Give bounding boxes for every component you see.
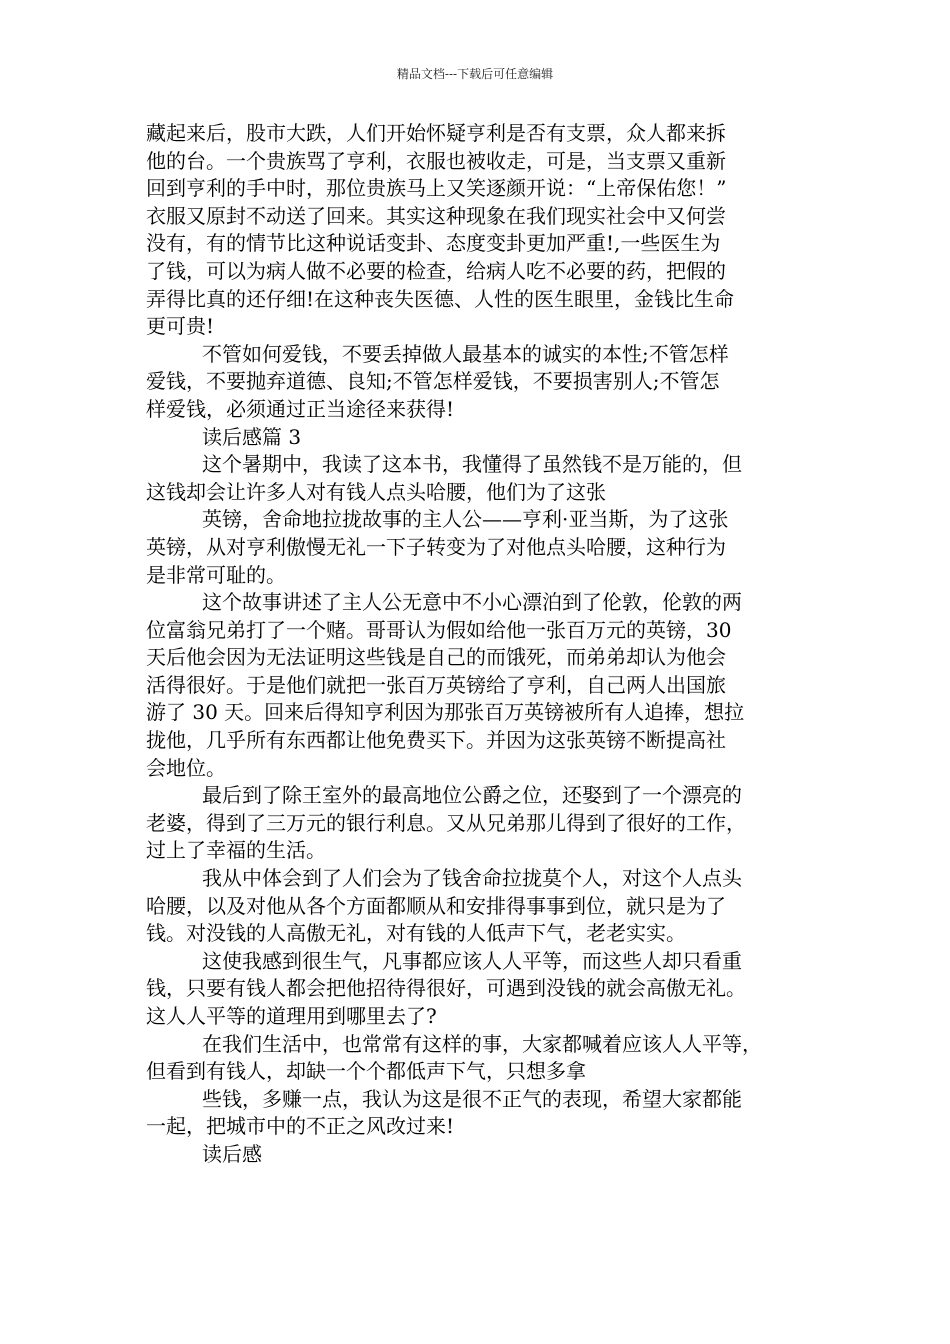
text-line: 样爱钱，必须通过正当途径来获得! <box>146 396 455 421</box>
text-line: 没有，有的情节比这种说话变卦、态度变卦更加严重!,一些医生为 <box>146 231 721 256</box>
text-line: 游了 30 天。回来后得知亨利因为那张百万英镑被所有人追捧，想拉 <box>146 700 745 725</box>
text-line: 衣服又原封不动送了回来。其实这种现象在我们现实社会中又何尝 <box>146 203 726 228</box>
text-line: 这人人平等的道理用到哪里去了? <box>146 1004 437 1028</box>
text-line: 最后到了除王室外的最高地位公爵之位，还娶到了一个漂亮的 <box>202 783 742 808</box>
text-line: 他的台。一个贵族骂了亨利，衣服也被收走，可是，当支票又重新 <box>146 148 726 173</box>
text-line: 哈腰，以及对他从各个方面都顺从和安排得事事到位，就只是为了 <box>146 893 726 918</box>
text-line: 爱钱，不要抛弃道德、良知;不管怎样爱钱，不要损害别人;不管怎 <box>146 369 720 394</box>
text-line: 老婆，得到了三万元的银行利息。又从兄弟那儿得到了很好的工作， <box>146 810 746 835</box>
text-line: 英镑，舍命地拉拢故事的主人公——亨利·亚当斯，为了这张 <box>202 507 729 532</box>
text-line: 在我们生活中，也常常有这样的事，大家都喊着应该人人平等， <box>202 1031 762 1056</box>
text-line: 钱，只要有钱人都会把他招待得很好，可遇到没钱的就会高傲无礼。 <box>146 976 746 1001</box>
text-line: 活得很好。于是他们就把一张百万英镑给了亨利，自己两人出国旅 <box>146 672 726 697</box>
text-line: 位富翁兄弟打了一个赌。哥哥认为假如给他一张百万元的英镑，30 <box>146 617 732 642</box>
page-header: 精品文档---下载后可任意编辑 <box>396 67 554 81</box>
text-line: 这使我感到很生气，凡事都应该人人平等，而这些人却只看重 <box>202 948 742 973</box>
text-line: 但看到有钱人，却缺一个个都低声下气，只想多拿 <box>146 1059 586 1084</box>
text-line: 这个暑期中，我读了这本书，我懂得了虽然钱不是万能的，但 <box>202 452 742 477</box>
text-line: 读后感篇 3 <box>202 424 302 449</box>
text-line: 会地位。 <box>146 755 226 780</box>
document-body <box>146 120 814 1169</box>
text-line: 我从中体会到了人们会为了钱舍命拉拢莫个人，对这个人点头 <box>202 866 742 891</box>
text-line: 了钱，可以为病人做不必要的检查，给病人吃不必要的药，把假的 <box>146 258 726 283</box>
text-line: 这个故事讲述了主人公无意中不小心漂泊到了伦敦，伦敦的两 <box>202 590 742 615</box>
text-line: 钱。对没钱的人高傲无礼，对有钱的人低声下气，老老实实。 <box>146 921 686 946</box>
text-line: 弄得比真的还仔细!在这种丧失医德、人性的医生眼里，金钱比生命 <box>146 286 735 311</box>
text-line: 是非常可耻的。 <box>146 562 286 587</box>
text-line: 些钱，多赚一点，我认为这是很不正气的表现，希望大家都能 <box>202 1086 742 1111</box>
text-line: 这钱却会让许多人对有钱人点头哈腰，他们为了这张 <box>146 479 606 504</box>
text-line: 读后感 <box>202 1141 262 1166</box>
text-line: 藏起来后，股市大跌，人们开始怀疑亨利是否有支票，众人都来拆 <box>146 121 726 145</box>
text-line: 一起，把城市中的不正之风改过来! <box>146 1114 455 1139</box>
text-line: 不管如何爱钱，不要丢掉做人最基本的诚实的本性;不管怎样 <box>202 341 729 366</box>
text-line: 拢他，几乎所有东西都让他免费买下。并因为这张英镑不断提高社 <box>146 728 726 753</box>
text-line: 过上了幸福的生活。 <box>146 838 326 863</box>
text-line: 回到亨利的手中时，那位贵族马上又笑逐颜开说：“上帝保佑您！” <box>146 176 727 201</box>
text-line: 更可贵! <box>146 314 215 339</box>
text-line: 天后他会因为无法证明这些钱是自己的而饿死，而弟弟却认为他会 <box>146 645 726 670</box>
text-line: 英镑，从对亨利傲慢无礼一下子转变为了对他点头哈腰，这种行为 <box>146 534 726 559</box>
